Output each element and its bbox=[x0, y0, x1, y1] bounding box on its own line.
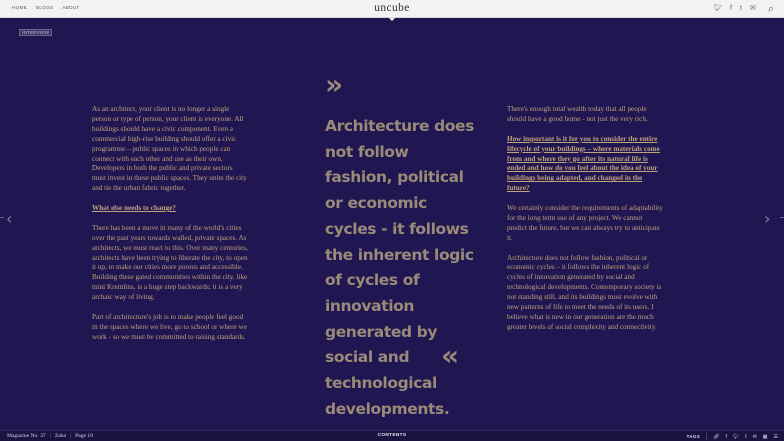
email-icon[interactable]: ✉ bbox=[752, 433, 757, 440]
site-logo[interactable]: uncube bbox=[374, 2, 410, 14]
section-tag[interactable]: INTERVIEW bbox=[19, 29, 52, 36]
interview-question: What else needs to change? bbox=[92, 204, 176, 213]
link-icon[interactable]: 🔗︎ bbox=[713, 433, 720, 440]
nav-blogs-link[interactable]: BLOGS bbox=[35, 5, 54, 10]
next-page-chevron-icon[interactable]: › bbox=[764, 209, 771, 228]
bottom-bar bbox=[0, 430, 784, 441]
breadcrumb-separator: | bbox=[70, 433, 72, 439]
facebook-icon[interactable]: f bbox=[730, 5, 732, 12]
topic-link[interactable]: Zaha bbox=[54, 433, 66, 439]
search-icon[interactable]: ⌕ bbox=[767, 3, 774, 15]
magazine-issue-link[interactable]: Magazine No. 37 bbox=[7, 433, 46, 439]
paragraph: We certainly consider the requirements of adaptability for the long term use of any project. We cannot predict the future, but we can always try to anticipate it. bbox=[507, 204, 663, 242]
paragraph: There's enough total wealth today that all people should have a good home - not just the very rich. bbox=[507, 105, 648, 123]
previous-page-chevron-icon[interactable]: ‹ bbox=[6, 209, 13, 228]
list-icon[interactable]: ☰ bbox=[773, 433, 778, 440]
paragraph: Architecture does not follow fashion, political or economic cycles – it follows the inherent logic of cycles of innovation generated by social and technological developments. Contemporary society is not standing still, and its buildings must evolve with new patterns of life to meet the needs of its users. I believe what is new in our generation are the much greater levels of social complexity and connectivity. bbox=[507, 253, 662, 331]
nav-home-link[interactable]: HOME bbox=[12, 5, 27, 10]
breadcrumb-separator: | bbox=[49, 433, 51, 439]
right-text-column bbox=[507, 105, 664, 343]
paragraph: As an architect, your client is no longer a single person or type of person, your client is everyone. All buildings should have a civic component. Even a commercial high-rise building should offer a civic programme – public spaces in which people can connect with each other and use as their own. Developers in both the public and private sectors must invest in these public spaces. They unite the city and tie the urban fabric together. bbox=[92, 105, 247, 193]
tumblr-icon[interactable]: t bbox=[740, 5, 742, 12]
email-icon[interactable]: ✉ bbox=[749, 5, 756, 12]
tags-button[interactable]: TAGS bbox=[686, 434, 701, 439]
page-number: Page 10 bbox=[75, 433, 93, 439]
quote-close-mark: « bbox=[441, 339, 457, 372]
tumblr-icon[interactable]: t bbox=[745, 433, 747, 440]
logo-pointer bbox=[389, 18, 395, 21]
paragraph: There has been a move in many of the world's cities over the past years towards walled, private spaces. As architects, we must react to this. Over many centuries, architects have been trying to liberate the city, to open it up, to make our cities more porous and accessible. Building these gated communities within the city, like mini Kremlins, is a huge step backwards; it is a very archaic way of living. bbox=[92, 223, 248, 302]
top-navigation-bar bbox=[0, 0, 784, 18]
left-edge-marker bbox=[0, 217, 4, 218]
left-text-column bbox=[92, 105, 248, 353]
nav-about-link[interactable]: ABOUT bbox=[62, 5, 80, 10]
grid-icon[interactable]: ▦ bbox=[762, 433, 768, 440]
facebook-icon[interactable]: f bbox=[725, 433, 727, 440]
paragraph: Part of architecture's job is to make people feel good in the spaces where we live, go to school or where we work - so we must be committed to raising standards. bbox=[92, 312, 247, 341]
contents-button[interactable]: CONTENTS bbox=[377, 433, 407, 438]
twitter-icon[interactable]: 🐦︎ bbox=[713, 5, 723, 12]
interview-question: How important is it for you to consider the entire lifecycle of your buildings – where materials come from and where they go after its natural life is ended and how do you feel about the idea of your buildings being adapted, and changed in the future? bbox=[507, 134, 660, 193]
pull-quote: Architecture does not follow fashion, political or economic cycles - it follows the inherent logic of cycles of innovation generated by social and technological developments. bbox=[325, 117, 474, 418]
twitter-icon[interactable]: 🐦︎ bbox=[732, 433, 740, 440]
divider bbox=[706, 433, 707, 440]
right-edge-marker bbox=[780, 217, 784, 218]
bottom-tools bbox=[686, 433, 778, 440]
quote-open-mark: » bbox=[325, 68, 341, 101]
social-links bbox=[713, 4, 774, 14]
